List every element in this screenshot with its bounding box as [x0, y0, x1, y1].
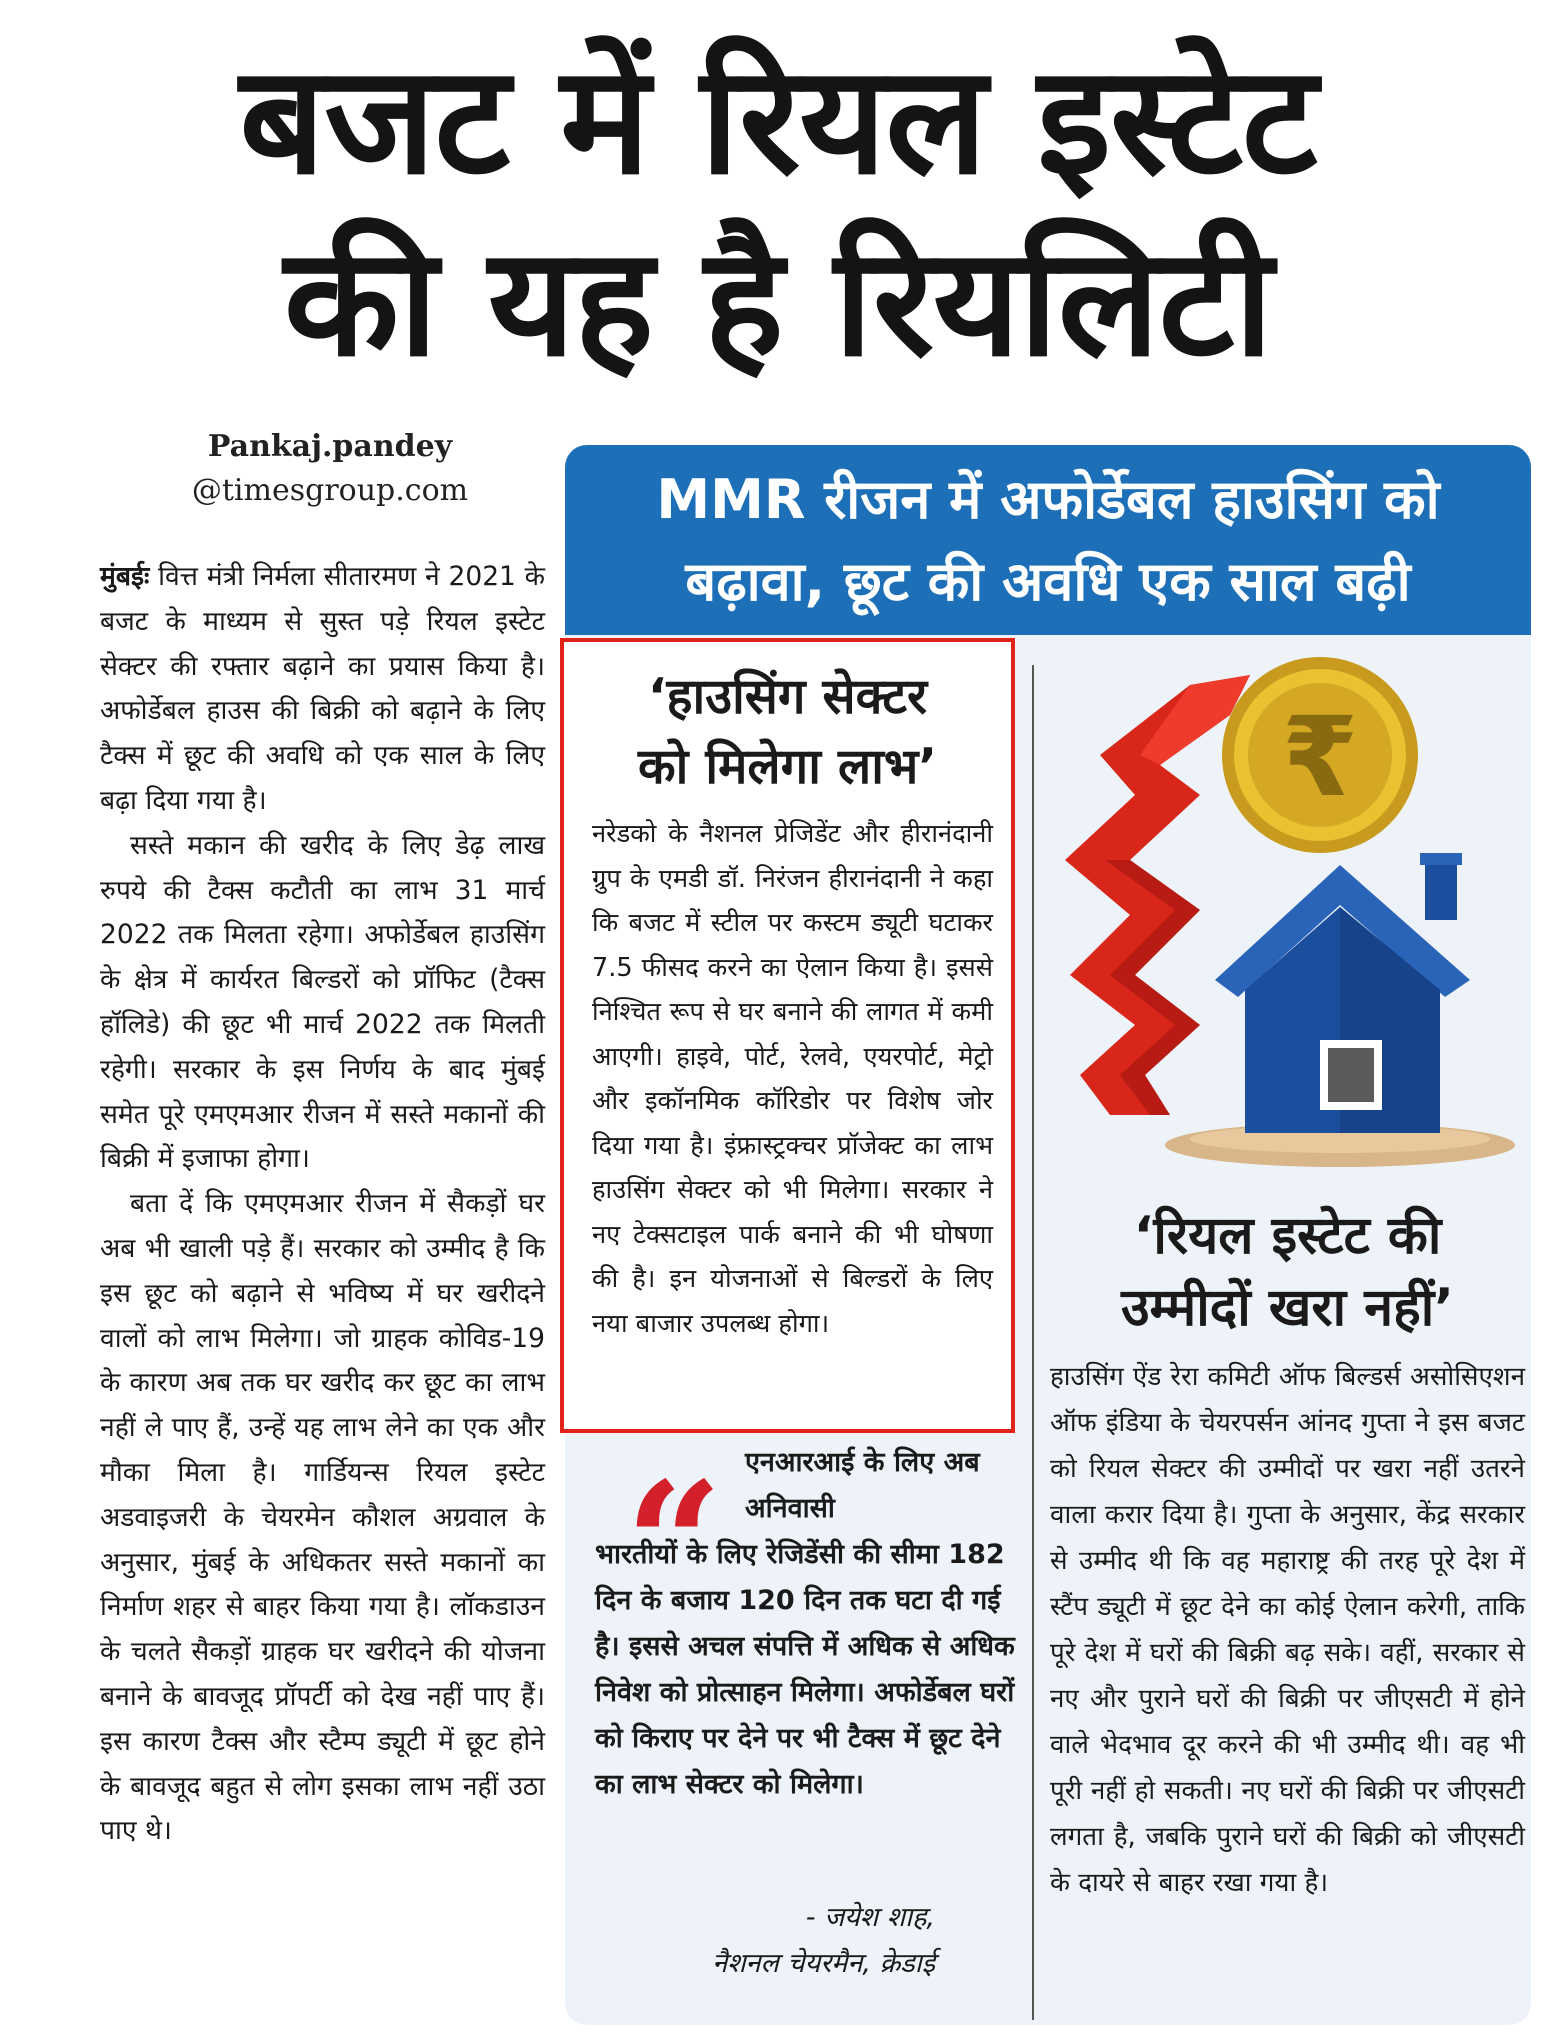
- main-story-paragraph: बता दें कि एमएमआर रीजन में सैकड़ों घर अब भी खाली पड़े हैं। सरकार को उम्मीद है कि इस छूट को बढ़ाने से भविष्य में घर खरीदने वालों को लाभ मिलेगा। जो ग्राहक कोविड-19 के कारण अब तक घर खरीद कर छूट का लाभ नहीं ले पाए हैं, उन्हें यह लाभ लेने का एक और मौका मिला है। गार्डियन्स रियल इस्टेट अडवाइजरी के चेयरमेन कौशल अग्रवाल के अनुसार, मुंबई के अधिकतर सस्ते मकानों का निर्माण शहर से बाहर किया गया है। लॉकडाउन के चलते सैकड़ों ग्राहक घर खरीदने की योजना बनाने के बावजूद प्रॉपर्टी को देख नहीं पाए हैं। इस कारण टैक्स और स्टैम्प ड्यूटी में छूट होने के बावजूद बहुत से लोग इसका लाभ नहीं उठा पाए थे।: [100, 1188, 545, 1847]
- right-story-body: हाउसिंग ऐंड रेरा कमिटी ऑफ बिल्डर्स असोसिएशन ऑफ इंडिया के चेयरपर्सन आंनद गुप्ता ने इस बजट को रियल सेक्टर की उम्मीदों पर खरा नहीं उतरने वाला करार दिया है। गुप्ता के अनुसार, केंद्र सरकार से उम्मीद थी कि वह महाराष्ट्र की तरह पूरे देश में स्टैंप ड्यूटी में छूट देने का कोई ऐलान करेगी, ताकि पूरे देश में घरों की बिक्री बढ़ सके। वहीं, सरकार से नए और पुराने घरों की बिक्री पर जीएसटी में होने वाले भेदभाव दूर करने की भी उम्मीद थी। वह भी पूरी नहीं हो सकती। नए घरों की बिक्री पर जीएसटी लगता है, जबकि पुराने घरों की बिक्री को जीएसटी के दायरे से बाहर रखा गया है।: [1050, 1362, 1525, 1898]
- sidebar-banner-line-2: बढ़ावा, छूट की अवधि एक साल बढ़ी: [685, 550, 1411, 613]
- right-story-title: [1050, 1200, 1525, 1344]
- highlight-story-body: नरेडको के नैशनल प्रेजिडेंट और हीरानंदानी ग्रुप के एमडी डॉ. निरंजन हीरानंदानी ने कहा कि बजट में स्टील पर कस्टम ड्यूटी घटाकर 7.5 फीसद करने का ऐलान किया है। इससे निश्चित रूप से घर बनाने की लागत में कमी आएगी। हाइवे, पोर्ट, रेलवे, एयरपोर्ट, मेट्रो और इकॉनमिक कॉरिडोर पर विशेष जोर दिया गया है। इंफ्रास्ट्रक्चर प्रॉजेक्ट का लाभ हाउसिंग सेक्टर को भी मिलेगा। सरकार ने नए टेक्सटाइल पार्क बनाने की भी घोषणा की है। इन योजनाओं से बिल्डरों के लिए नया बाजार उपलब्ध होगा।: [592, 819, 993, 1339]
- headline-line-1: बजट में रियल इस्टेट: [239, 34, 1317, 208]
- sidebar-banner: [565, 445, 1531, 635]
- quote-body: भारतीयों के लिए रेजिडेंसी की सीमा 182 दिन के बजाय 120 दिन तक घटा दी गई है। इससे अचल संपत्ति में अधिक से अधिक निवेश को प्रोत्साहन मिलेगा। अफोर्डेबल घरों को किराए पर देने पर भी टैक्स में छूट देने का लाभ सेक्टर को मिलेगा।: [595, 1539, 1015, 1800]
- quote-attribution-name: - जयेश शाह,: [805, 1902, 935, 1933]
- house-rupee-arrow-icon: [1040, 645, 1520, 1170]
- quote-lead: एनआरआई के लिए अब अनिवासी: [745, 1447, 980, 1524]
- main-story-paragraph: सस्ते मकान की खरीद के लिए डेढ़ लाख रुपये की टैक्स कटौती का लाभ 31 मार्च 2022 तक मिलता रहेगा। अफोर्डेबल हाउसिंग के क्षेत्र में कार्यरत बिल्डरों को प्रॉफिट (टैक्स हॉलिडे) की छूट भी मार्च 2022 तक मिलती रहेगी। सरकार के इस निर्णय के बाद मुंबई समेत पूरे एमएमआर रीजन में सस्ते मकानों की बिक्री में इजाफा होगा।: [100, 829, 545, 1175]
- quote-mark-icon: “: [625, 1445, 723, 1645]
- main-story: [100, 555, 545, 1854]
- right-story: [1050, 1200, 1525, 1906]
- highlight-story-title: [564, 662, 1011, 802]
- main-story-text: वित्त मंत्री निर्मला सीतारमण ने 2021 के बजट के माध्यम से सुस्त पड़े रियल इस्टेट सेक्टर की रफ्तार बढ़ाने का प्रयास किया है। अफोर्डेबल हाउस की बिक्री को बढ़ाने के लिए टैक्स में छूट की अवधि को एक साल के लिए बढ़ा दिया गया है।: [100, 561, 545, 816]
- right-story-title-line-1: ‘रियल इस्टेट की: [1133, 1206, 1442, 1266]
- rupee-symbol: ₹: [1281, 693, 1359, 821]
- quote-attribution-title: नैशनल चेयरमैन, क्रेडाई: [712, 1948, 935, 1979]
- highlight-title-line-2: को मिलेगा लाभ’: [638, 738, 937, 795]
- sidebar-banner-line-1: MMR रीजन में अफोर्डेबल हाउसिंग को: [656, 468, 1440, 531]
- highlight-story: [560, 638, 1015, 1433]
- quote-text: [595, 1440, 1025, 1808]
- column-divider: [1032, 665, 1034, 2020]
- byline-email: @timesgroup.com: [191, 473, 469, 508]
- byline-name: Pankaj.pandey: [207, 429, 453, 464]
- main-story-paragraph: [100, 555, 545, 824]
- byline: [150, 425, 510, 513]
- page-headline: [0, 30, 1556, 394]
- headline-line-2: की यह है रियलिटी: [283, 216, 1273, 390]
- highlight-title-line-1: ‘हाउसिंग सेक्टर: [647, 668, 928, 725]
- dateline: मुंबईः: [100, 561, 150, 592]
- right-story-title-line-2: उम्मीदों खरा नहीं’: [1121, 1278, 1454, 1338]
- quote-attribution: [595, 1895, 935, 1987]
